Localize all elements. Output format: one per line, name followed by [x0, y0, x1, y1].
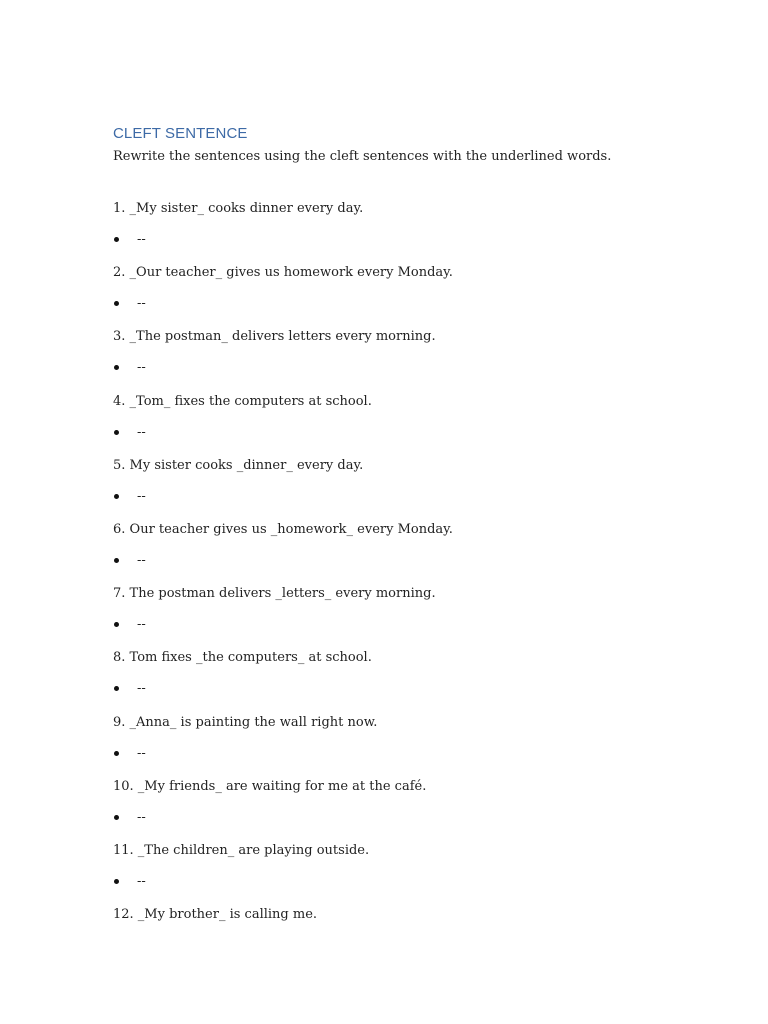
question-text: 7. The postman delivers _letters_ every morning.: [113, 586, 436, 602]
question-item: [0, 522, 768, 586]
question-text: 12. _My brother_ is calling me.: [113, 907, 318, 923]
question-list: [0, 201, 768, 971]
question-text: 2. _Our teacher_ gives us homework every Monday.: [113, 265, 453, 281]
question-item: [0, 843, 768, 907]
answer-text: --: [137, 681, 146, 697]
question-item: [0, 329, 768, 393]
question-item: [0, 394, 768, 458]
bullet-icon: [114, 622, 119, 627]
answer-line: [0, 617, 768, 633]
answer-text: --: [137, 745, 146, 761]
question-item: [0, 715, 768, 779]
answer-line: [0, 746, 768, 762]
question-text: 3. _The postman_ delivers letters every morning.: [113, 329, 436, 345]
question-item: [0, 779, 768, 843]
question-text: 9. _Anna_ is painting the wall right now.: [113, 714, 378, 730]
bullet-icon: [114, 558, 119, 563]
bullet-icon: [114, 686, 119, 691]
answer-line: [0, 232, 768, 248]
answer-line: [0, 874, 768, 890]
answer-line: [0, 425, 768, 441]
answer-text: --: [137, 809, 146, 825]
bullet-icon: [114, 751, 119, 756]
answer-line: [0, 360, 768, 376]
question-item: [0, 458, 768, 522]
question-text: 4. _Tom_ fixes the computers at school.: [113, 393, 372, 409]
question-item: [0, 586, 768, 650]
question-item: [0, 650, 768, 714]
question-item: [0, 907, 768, 971]
question-text: 5. My sister cooks _dinner_ every day.: [113, 457, 364, 473]
answer-line: [0, 553, 768, 569]
question-text: 6. Our teacher gives us _homework_ every Monday.: [113, 521, 453, 537]
answer-line: [0, 810, 768, 826]
answer-text: --: [137, 552, 146, 568]
bullet-icon: [114, 815, 119, 820]
answer-line: [0, 296, 768, 312]
instruction-text: Rewrite the sentences using the cleft sentences with the underlined words.: [113, 149, 612, 164]
answer-text: --: [137, 296, 146, 312]
question-text: 10. _My friends_ are waiting for me at the café.: [113, 778, 427, 794]
answer-text: --: [137, 488, 146, 504]
answer-text: --: [137, 360, 146, 376]
bullet-icon: [114, 237, 119, 242]
answer-text: --: [137, 232, 146, 247]
answer-text: --: [137, 873, 146, 889]
question-item: [0, 265, 768, 329]
answer-line: [0, 489, 768, 505]
bullet-icon: [114, 365, 119, 370]
answer-text: --: [137, 617, 146, 633]
question-text: 8. Tom fixes _the computers_ at school.: [113, 650, 372, 666]
answer-line: [0, 681, 768, 697]
bullet-icon: [114, 879, 119, 884]
question-text: 11. _The children_ are playing outside.: [113, 842, 370, 858]
bullet-icon: [114, 494, 119, 499]
document-title: CLEFT SENTENCE: [113, 125, 248, 142]
question-item: [0, 201, 768, 265]
question-text: 1. _My sister_ cooks dinner every day.: [113, 201, 364, 216]
answer-text: --: [137, 424, 146, 440]
bullet-icon: [114, 430, 119, 435]
bullet-icon: [114, 301, 119, 306]
